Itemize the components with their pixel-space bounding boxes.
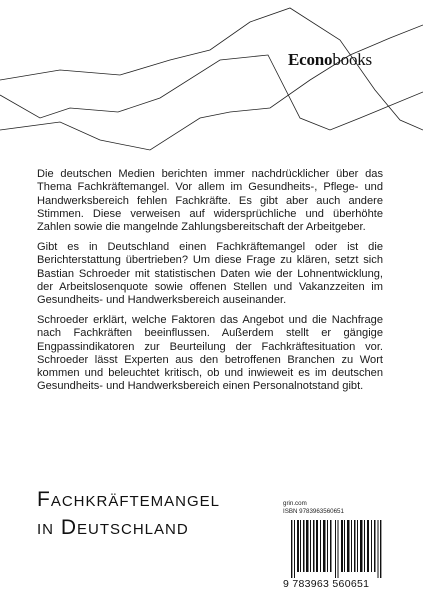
barcode-icon [283, 520, 393, 580]
book-title-line-1: Fachkräftemangel [37, 488, 221, 511]
barcode-digits: 9 783963 560651 [283, 578, 370, 590]
isbn-block [283, 500, 393, 590]
blurb-text [37, 168, 383, 400]
blurb-paragraph-3: Schroeder erklärt, welche Faktoren das Angebot und die Nachfrage nach Fachkräften beeinflussen. Außerdem stellt er gängige Engpassindikatoren zur Beurteilung der Fachkräftesituation vor. Schroeder lässt Experten aus den betroffenen Branchen zu Wort kommen und beleuchtet kritisch, ob und inwieweit es im deutschen Gesundheits- und Handwerksbereich einen Personalnotstand gibt. [37, 313, 383, 393]
publisher-logo-bold: Econo [288, 50, 333, 69]
book-title [37, 486, 220, 542]
blurb-paragraph-2: Gibt es in Deutschland einen Fachkräftemangel oder ist die Berichterstattung übertrieben? Um diese Frage zu klären, setzt sich Bastian Schroeder mit statistischen Daten wie der Lohnentwicklung, der Arbeitslosenquote sowie offenen Stellen und Vakanzzeiten im Gesundheits- und Handwerksbereich auseinander. [37, 240, 383, 307]
decorative-line-graphic [0, 0, 423, 160]
blurb-paragraph-1: Die deutschen Medien berichten immer nachdrücklicher über das Thema Fachkräftemangel. Vor allem im Gesundheits-, Pflege- und Handwerksbereich fehlen Fachkräfte. Es gibt aber auch andere Stimmen. Diese verweisen auf widersprüchliche und überhöhte Zahlen sowie die mangelnde Zahlungsbereitschaft der Arbeitgeber. [37, 168, 383, 234]
isbn-site: grin.com [283, 500, 307, 507]
publisher-logo-light: books [332, 50, 372, 69]
publisher-logo [288, 50, 372, 70]
isbn-label: ISBN 9783963560651 [283, 508, 344, 515]
book-title-line-2: in Deutschland [37, 516, 189, 539]
